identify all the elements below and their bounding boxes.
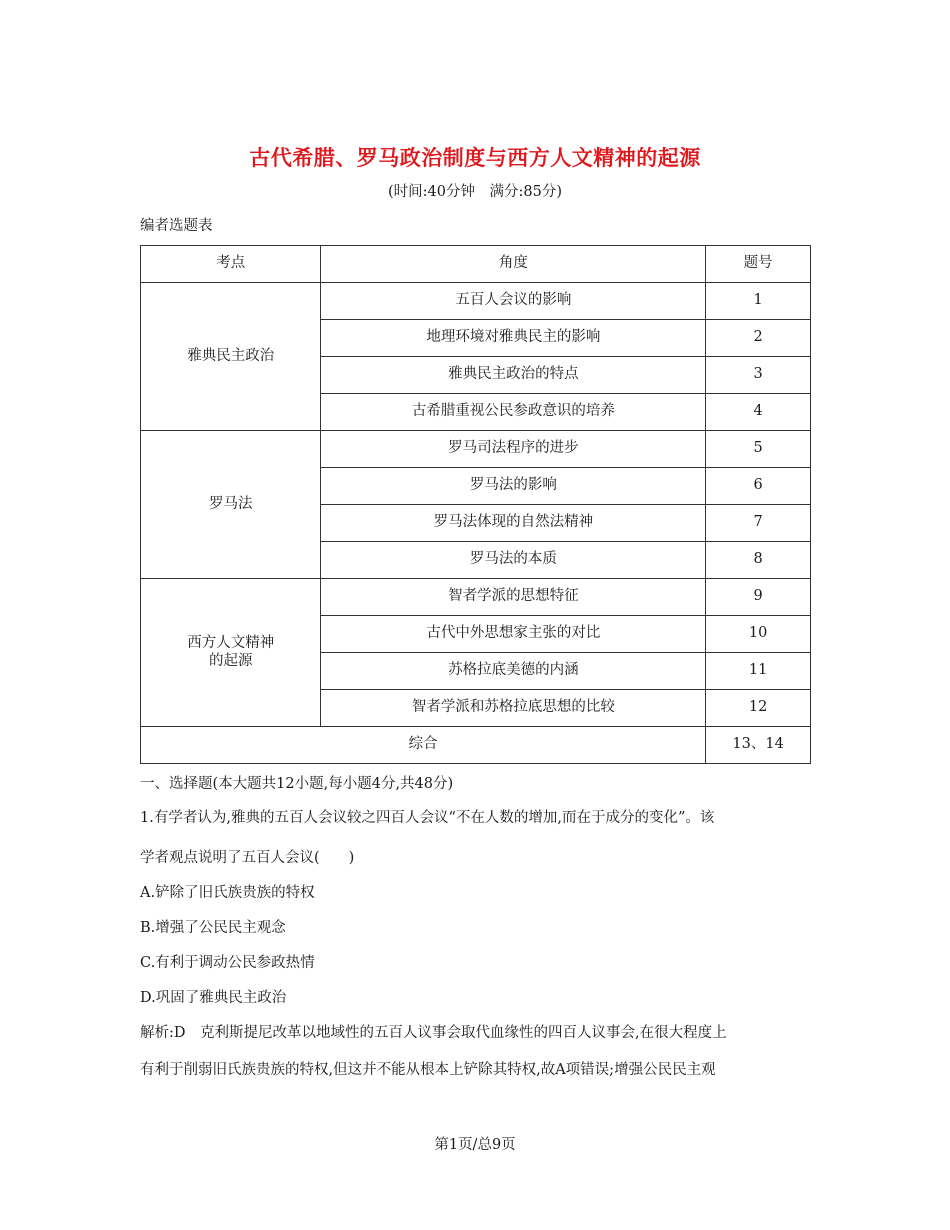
header-angle: 角度 [321, 246, 706, 283]
number-cell: 8 [706, 542, 811, 579]
number-cell: 4 [706, 394, 811, 431]
number-cell: 7 [706, 505, 811, 542]
angle-cell: 古希腊重视公民参政意识的培养 [321, 394, 706, 431]
number-cell: 3 [706, 357, 811, 394]
angle-cell: 古代中外思想家主张的对比 [321, 616, 706, 653]
angle-cell: 智者学派和苏格拉底思想的比较 [321, 690, 706, 727]
table-row [141, 431, 811, 468]
number-cell: 2 [706, 320, 811, 357]
table-header-row [141, 246, 811, 283]
header-number: 题号 [706, 246, 811, 283]
option-c: C.有利于调动公民参政热情 [140, 955, 315, 971]
angle-cell: 地理环境对雅典民主的影响 [321, 320, 706, 357]
angle-cell: 雅典民主政治的特点 [321, 357, 706, 394]
angle-cell: 五百人会议的影响 [321, 283, 706, 320]
angle-cell: 苏格拉底美德的内涵 [321, 653, 706, 690]
angle-cell: 智者学派的思想特征 [321, 579, 706, 616]
question-stem-line: 学者观点说明了五百人会议( ) [140, 850, 355, 866]
topic-cell [141, 579, 321, 727]
number-cell: 9 [706, 579, 811, 616]
option-a: A.铲除了旧氏族贵族的特权 [140, 885, 315, 901]
topic-cell: 雅典民主政治 [141, 283, 321, 431]
document-subtitle: (时间:40分钟 满分:85分) [388, 184, 562, 200]
number-cell: 6 [706, 468, 811, 505]
analysis-line: 有利于削弱旧氏族贵族的特权,但这并不能从根本上铲除其特权,故A项错误;增强公民民主观 [140, 1062, 716, 1078]
table-row [141, 579, 811, 616]
summary-label: 综合 [141, 727, 706, 764]
page-footer: 第1页/总9页 [434, 1137, 516, 1153]
angle-cell: 罗马法的本质 [321, 542, 706, 579]
number-cell: 12 [706, 690, 811, 727]
option-b: B.增强了公民民主观念 [140, 920, 286, 936]
number-cell: 10 [706, 616, 811, 653]
question-stem-line: 1.有学者认为,雅典的五百人会议较之四百人会议“不在人数的增加,而在于成分的变化”。该 [140, 810, 715, 826]
angle-cell: 罗马法体现的自然法精神 [321, 505, 706, 542]
summary-row [141, 727, 811, 764]
document-title: 古代希腊、罗马政治制度与西方人文精神的起源 [249, 146, 701, 170]
angle-cell: 罗马司法程序的进步 [321, 431, 706, 468]
angle-cell: 罗马法的影响 [321, 468, 706, 505]
table-row [141, 283, 811, 320]
option-d: D.巩固了雅典民主政治 [140, 990, 287, 1006]
topic-line: 西方人文精神 [187, 635, 275, 652]
section-heading: 一、选择题(本大题共12小题,每小题4分,共48分) [140, 776, 454, 792]
analysis-line: 解析:D 克利斯提尼改革以地域性的五百人议事会取代血缘性的四百人议事会,在很大程度上 [140, 1025, 727, 1041]
number-cell: 11 [706, 653, 811, 690]
number-cell: 5 [706, 431, 811, 468]
topic-cell: 罗马法 [141, 431, 321, 579]
selection-table [140, 245, 811, 764]
table-caption: 编者选题表 [140, 218, 213, 234]
summary-number: 13、14 [706, 727, 811, 764]
header-topic: 考点 [141, 246, 321, 283]
topic-line: 的起源 [208, 652, 253, 669]
number-cell: 1 [706, 283, 811, 320]
